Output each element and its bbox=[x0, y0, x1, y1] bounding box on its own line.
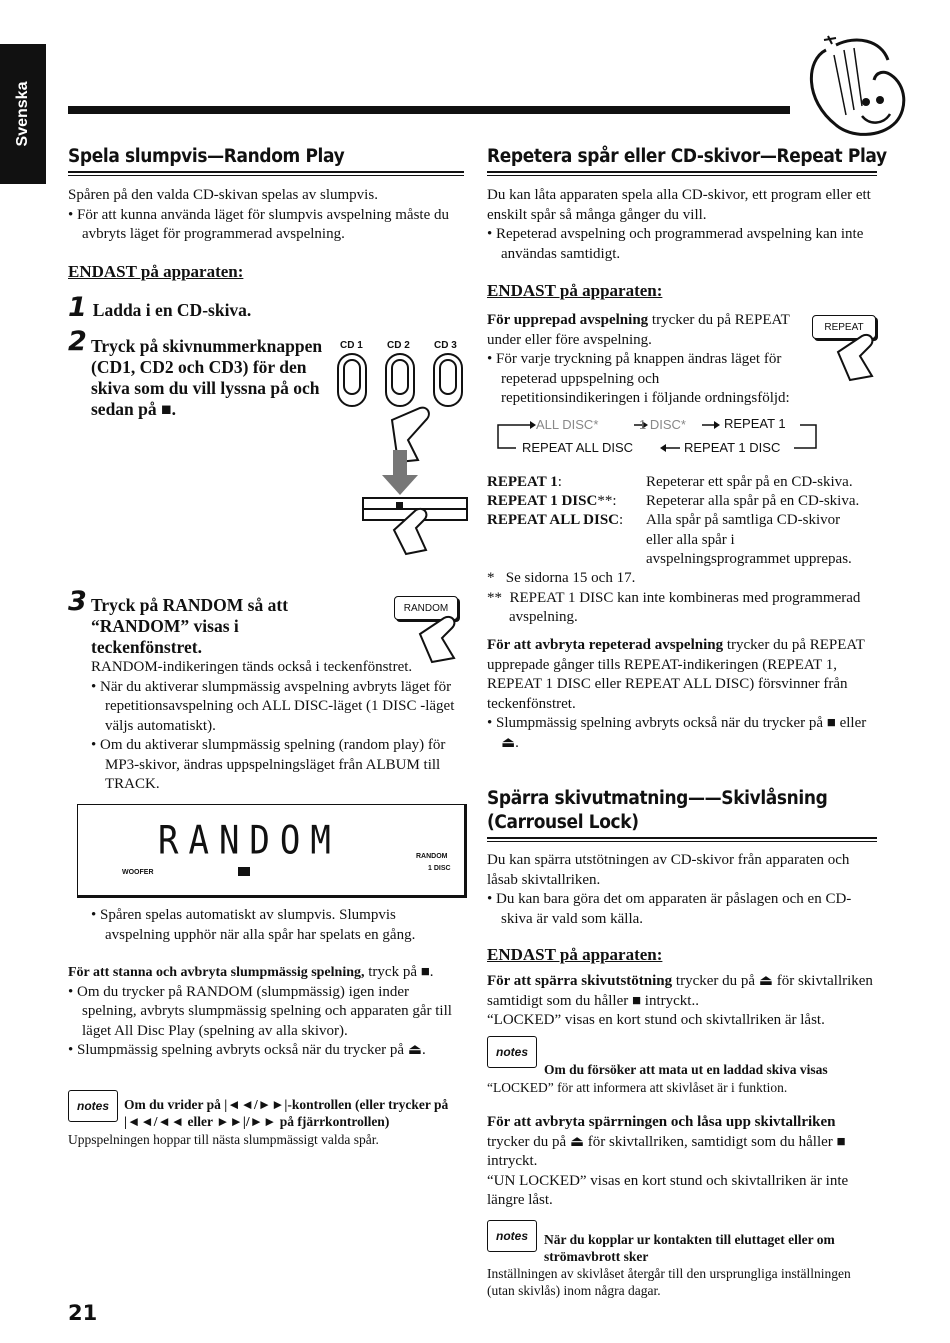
lock-rest: trycker du på ⏏ för skivtallriken samtidigt som du håller ■ intryckt.. bbox=[487, 973, 873, 1009]
def-term-1: REPEAT 1: bbox=[487, 474, 562, 490]
after-display-bullet: • Spåren spelas automatiskt av slumpvis. Slumpvis avspelning upphör när alla spår har spelats en gång. bbox=[91, 907, 416, 943]
repeat-button-label: REPEAT bbox=[824, 321, 864, 333]
stop-bullet-1: • Om du trycker på RANDOM (slumpmässig) igen inder spelning, avbryts slumpmässig spelning och apparaten går till läget All Disc Play (spelning av alla skivor). bbox=[68, 983, 452, 1039]
def-desc-2: Repeterar alla spår på en CD-skiva. bbox=[646, 493, 860, 509]
right-note1-title: Om du försöker att mata ut en laddad skiva visas bbox=[544, 1062, 828, 1077]
unlock-msg: “UN LOCKED” visas en kort stund och skivtallriken är inte längre låst. bbox=[487, 1172, 849, 1208]
cd3-button bbox=[434, 354, 462, 406]
right-endast-heading: ENDAST på apparaten: bbox=[487, 281, 663, 300]
left-title-rule-2 bbox=[68, 175, 464, 176]
stop-heading-bold: För att stanna och avbryta slumpmässig spelning, bbox=[68, 965, 365, 980]
display-eject-indicator bbox=[238, 867, 250, 876]
lock-title-rule bbox=[487, 837, 877, 839]
cancel-rest: trycker du på REPEAT upprepade gånger tills REPEAT-indikeringen (REPEAT 1, REPEAT 1 DISC eller REPEAT ALL DISC) försvinner från teckenfönstret. bbox=[487, 637, 865, 712]
notes-icon-label: notes bbox=[76, 1099, 109, 1113]
def-term-2: REPEAT 1 DISC**: bbox=[487, 493, 617, 509]
def-desc-3: Alla spår på samtliga CD-skivor eller alla spår i avspelningsprogrammet upprepas. bbox=[646, 512, 852, 567]
left-endast-heading: ENDAST på apparaten: bbox=[68, 262, 244, 281]
cycle-repeat-1: REPEAT 1 bbox=[724, 416, 786, 431]
notes-icon-3-label: notes bbox=[495, 1229, 528, 1243]
notes-icon-2 bbox=[487, 1036, 537, 1068]
right-note1-body: “LOCKED” för att informera att skivlåset är i funktion. bbox=[487, 1080, 788, 1095]
repeat-bullet: • För varje tryckning på knappen ändras läget för repeterad uppspelning och repetitionsindikeringen i följande ordningsföljd: bbox=[487, 351, 790, 406]
lyre-mascot-icon bbox=[796, 30, 916, 145]
left-section-title: Spela slumpvis—Random Play bbox=[68, 146, 345, 167]
display-main-text: RANDOM bbox=[158, 818, 341, 864]
language-tab bbox=[0, 44, 46, 184]
lock-locked-msg: “LOCKED” visas en kort stund och skivtallriken är låst. bbox=[487, 1012, 825, 1028]
def-desc-1: Repeterar ett spår på en CD-skiva. bbox=[646, 474, 853, 490]
footnote-1: * Se sidorna 15 och 17. bbox=[487, 570, 636, 586]
unlock-rest: trycker du på ⏏ för skivtallriken, samtidigt som du håller ■ intryckt. bbox=[487, 1133, 846, 1169]
left-title-rule bbox=[68, 171, 464, 173]
right-section-title: Repetera spår eller CD-skivor—Repeat Play bbox=[487, 146, 887, 167]
lock-intro: Du kan spärra utstötningen av CD-skivor från apparaten och låsab skivtallriken. bbox=[487, 852, 850, 888]
step2-text: Tryck på skivnummerknappen (CD1, CD2 och CD3) för den skiva som du vill lyssna på och sedan på ■. bbox=[91, 336, 323, 419]
left-note-title-2: |◄◄/◄◄ eller ►►|/►► på fjärrkontrollen) bbox=[124, 1114, 390, 1129]
notes-icon-2-label: notes bbox=[495, 1045, 528, 1059]
right-note2-title-2: strömavbrott sker bbox=[544, 1249, 649, 1264]
random-button-label: RANDOM bbox=[403, 602, 449, 614]
right-title-rule-2 bbox=[487, 175, 877, 176]
step1-number: 1 bbox=[68, 292, 87, 323]
lock-endast-heading: ENDAST på apparaten: bbox=[487, 945, 663, 964]
cycle-repeat-all-disc: REPEAT ALL DISC bbox=[522, 440, 634, 455]
lock-bold: För att spärra skivutstötning bbox=[487, 973, 673, 989]
cd1-button bbox=[338, 354, 366, 406]
step3-text: Tryck på RANDOM så att “RANDOM” visas i teckenfönstret. bbox=[91, 595, 289, 657]
step2-number: 2 bbox=[68, 326, 87, 357]
left-intro: Spåren på den valda CD-skivan spelas av slumpvis. bbox=[68, 187, 378, 203]
language-tab-label: Svenska bbox=[14, 81, 31, 147]
display-panel bbox=[77, 804, 467, 898]
display-woofer: WOOFER bbox=[122, 869, 154, 876]
page-number: 21 bbox=[68, 1301, 98, 1325]
left-note-body: Uppspelningen hoppar till nästa slumpmässigt valda spår. bbox=[68, 1132, 379, 1147]
left-intro-bullet: • För att kunna använda läget för slumpvis avspelning måste du avbryts läget för programmerad avspelning. bbox=[68, 206, 450, 242]
lock-title-2: (Carrousel Lock) bbox=[487, 812, 639, 833]
notes-icon-3 bbox=[487, 1220, 537, 1252]
right-title-rule bbox=[487, 171, 877, 173]
right-intro-bullet: • Repeterad avspelning och programmerad avspelning kan inte användas samtidigt. bbox=[487, 226, 864, 262]
finger-icon-4 bbox=[836, 332, 884, 382]
finger-icon-3 bbox=[418, 614, 466, 664]
cycle-repeat-1-disc: REPEAT 1 DISC bbox=[684, 440, 781, 455]
step3-body: RANDOM-indikeringen tänds också i teckenfönstret. bbox=[91, 659, 413, 675]
right-note2-body: Inställningen av skivlåset återgår till den ursprungliga inställningen (utan skivlås) inom några dagar. bbox=[487, 1266, 851, 1298]
lock-title-1: Spärra skivutmatning——Skivlåsning bbox=[487, 788, 828, 809]
cd3-label: CD 3 bbox=[434, 340, 457, 351]
display-disc-indicator: 1 DISC bbox=[428, 865, 451, 872]
stop-heading-rest: tryck på ■. bbox=[364, 964, 434, 980]
notes-icon bbox=[68, 1090, 118, 1122]
header-bar bbox=[68, 106, 790, 114]
stop-bullet-2: • Slumpmässig spelning avbryts också när du trycker på ⏏. bbox=[68, 1042, 426, 1058]
repeat-rest: trycker du på REPEAT under eller före avspelning. bbox=[487, 312, 790, 348]
def-term-3: REPEAT ALL DISC: bbox=[487, 512, 624, 528]
unlock-bold: För att avbryta spärrningen och låsa upp skivtallriken bbox=[487, 1114, 836, 1130]
cd1-label: CD 1 bbox=[340, 340, 363, 351]
cd-buttons-illustration bbox=[330, 350, 470, 560]
cycle-all-disc: ALL DISC* bbox=[536, 417, 599, 432]
step3-bullet-2: • Om du aktiverar slumpmässig spelning (random play) för MP3-skivor, ändras uppspelningsläget från ALBUM till TRACK. bbox=[91, 737, 446, 792]
cancel-bullet: • Slumpmässig spelning avbryts också när du trycker på ■ eller ⏏. bbox=[487, 715, 867, 751]
left-note-title-1: Om du vrider på |◄◄/►►|-kontrollen (eller trycker på bbox=[124, 1097, 449, 1112]
cd2-label: CD 2 bbox=[387, 340, 410, 351]
cd2-button bbox=[386, 354, 414, 406]
footnote-2: ** REPEAT 1 DISC kan inte kombineras med programmerad avspelning. bbox=[487, 589, 865, 625]
step1-text: Ladda i en CD-skiva. bbox=[92, 300, 252, 320]
right-intro: Du kan låta apparaten spela alla CD-skivor, ett program eller ett enskilt spår så många gånger du vill. bbox=[487, 187, 871, 223]
step3-bullet-1: • När du aktiverar slumpmässig avspelning avbryts läget för repetitionsavspelning och ALL DISC-läget (1 DISC -läget väljs automatiskt). bbox=[91, 678, 455, 734]
repeat-bold: För upprepad avspelning bbox=[487, 312, 649, 328]
display-random-indicator: RANDOM bbox=[416, 853, 448, 860]
cycle-1-disc: 1 DISC* bbox=[639, 417, 686, 432]
step3-number: 3 bbox=[68, 586, 87, 617]
lock-bullet: • Du kan bara göra det om apparaten är påslagen och en CD-skiva är vald som källa. bbox=[487, 891, 852, 927]
cancel-bold: För att avbryta repeterad avspelning bbox=[487, 637, 724, 653]
lock-title-rule-2 bbox=[487, 841, 877, 842]
right-note2-title-1: När du kopplar ur kontakten till eluttaget eller om bbox=[544, 1232, 835, 1247]
